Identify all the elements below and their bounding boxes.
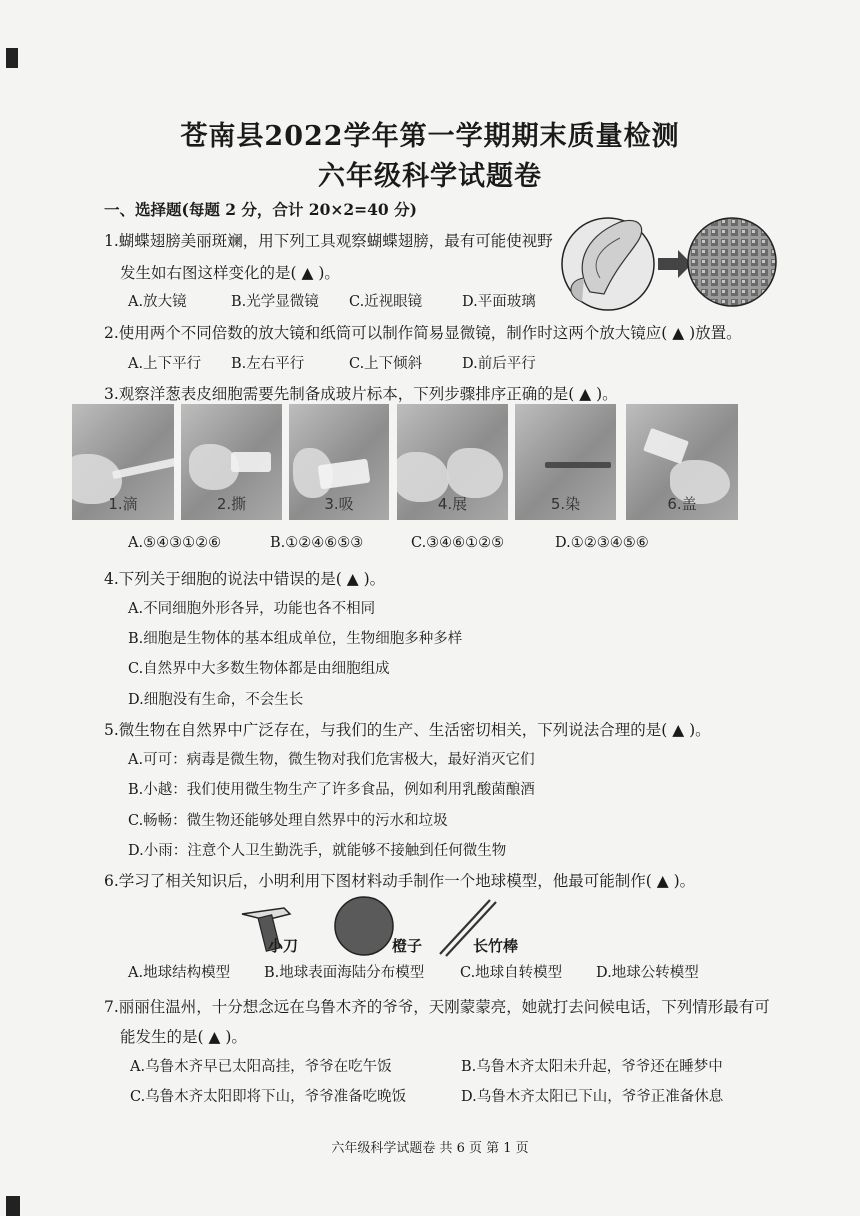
q5-option-c[interactable]: C.畅畅：微生物还能够处理自然界中的污水和垃圾 — [128, 813, 448, 829]
scan-mark-top — [6, 48, 18, 68]
q3-photo-label: 6.盖 — [667, 495, 697, 513]
q5-stem: 5.微生物在自然界中广泛存在，与我们的生产、生活密切相关，下列说法合理的是( ▲ )。 — [104, 721, 711, 739]
page-footer: 六年级科学试题卷 共 6 页 第 1 页 — [331, 1141, 529, 1156]
q1-option-b[interactable]: B.光学显微镜 — [231, 294, 319, 310]
q3-option-c[interactable]: C.③④⑥①②⑤ — [411, 535, 505, 551]
q3-photo-label: 3.吸 — [324, 495, 354, 513]
butterfly-image — [562, 218, 654, 310]
q4-option-a[interactable]: A.不同细胞外形各异，功能也各不相同 — [128, 601, 376, 617]
q2-stem: 2.使用两个不同倍数的放大镜和纸筒可以制作简易显微镜，制作时这两个放大镜应( ▲ )放置。 — [104, 324, 742, 342]
q1-figure — [560, 208, 778, 312]
q7-stem-line2: 能发生的是( ▲ )。 — [120, 1028, 247, 1046]
q7-option-b[interactable]: B.乌鲁木齐太阳未升起，爷爷还在睡梦中 — [461, 1059, 723, 1075]
q7-option-c[interactable]: C.乌鲁木齐太阳即将下山，爷爷准备吃晚饭 — [130, 1089, 407, 1105]
q4-option-b[interactable]: B.细胞是生物体的基本组成单位，生物细胞多种多样 — [128, 631, 463, 647]
q6-option-c[interactable]: C.地球自转模型 — [460, 965, 563, 981]
page-title: 苍南县2022学年第一学期期末质量检测 — [180, 121, 680, 152]
q3-photo-3 — [289, 404, 389, 520]
q6-option-a[interactable]: A.地球结构模型 — [128, 965, 231, 981]
q7-option-d[interactable]: D.乌鲁木齐太阳已下山，爷爷正准备休息 — [461, 1089, 724, 1105]
q3-photo-6 — [626, 404, 738, 520]
q1-option-a[interactable]: A.放大镜 — [128, 294, 187, 310]
q4-option-d[interactable]: D.细胞没有生命，不会生长 — [128, 692, 304, 708]
page-subtitle: 六年级科学试题卷 — [318, 161, 542, 192]
q3-option-d[interactable]: D.①②③④⑤⑥ — [555, 535, 649, 551]
section-heading: 一、选择题(每题 2 分，合计 20×2=40 分) — [104, 200, 417, 219]
q3-options — [128, 535, 728, 555]
q3-photo-label: 1.滴 — [108, 495, 138, 513]
q6-material-orange: 橙子 — [392, 937, 423, 955]
q7-option-a[interactable]: A.乌鲁木齐早已太阳高挂，爷爷在吃午饭 — [130, 1059, 392, 1075]
q3-photo-label: 2.撕 — [216, 495, 247, 513]
q1-option-c[interactable]: C.近视眼镜 — [349, 294, 423, 310]
q2-option-b[interactable]: B.左右平行 — [231, 356, 305, 372]
q1-options — [128, 290, 568, 310]
q1-stem-line2: 发生如右图这样变化的是( ▲ )。 — [120, 264, 340, 282]
q3-photo-2 — [181, 404, 282, 520]
q5-option-a[interactable]: A.可可：病毒是微生物，微生物对我们危害极大，最好消灭它们 — [128, 752, 535, 768]
q2-option-d[interactable]: D.前后平行 — [462, 356, 536, 372]
q6-material-knife: 小刀 — [268, 937, 299, 955]
q3-photo-4 — [397, 404, 508, 520]
q3-option-a[interactable]: A.⑤④③①②⑥ — [128, 535, 222, 551]
scan-mark-bottom — [6, 1196, 20, 1216]
q3-stem: 3.观察洋葱表皮细胞需要先制备成玻片标本，下列步骤排序正确的是( ▲ )。 — [104, 385, 618, 403]
q3-photo-label: 5.染 — [550, 495, 581, 513]
q7-stem-line1: 7.丽丽住温州，十分想念远在乌鲁木齐的爷爷，天刚蒙蒙亮，她就打去问候电话，下列情形最有可 — [104, 998, 770, 1016]
q6-option-b[interactable]: B.地球表面海陆分布模型 — [264, 965, 425, 981]
q1-option-d[interactable]: D.平面玻璃 — [462, 294, 536, 310]
q2-option-c[interactable]: C.上下倾斜 — [349, 356, 423, 372]
q3-option-b[interactable]: B.①②④⑥⑤③ — [270, 535, 364, 551]
q3-photo-label: 4.展 — [437, 495, 468, 513]
orange-image — [335, 897, 393, 955]
q3-photo-5 — [515, 404, 616, 520]
wing-magnified-image — [688, 218, 776, 306]
arrow-right-icon — [658, 250, 692, 278]
q1-stem-line1: 1.蝴蝶翅膀美丽斑斓，用下列工具观察蝴蝶翅膀，最有可能使视野 — [104, 232, 553, 250]
q4-option-c[interactable]: C.自然界中大多数生物体都是由细胞组成 — [128, 661, 390, 677]
q6-options — [128, 961, 728, 981]
q2-option-a[interactable]: A.上下平行 — [128, 356, 202, 372]
q6-stem: 6.学习了相关知识后，小明利用下图材料动手制作一个地球模型，他最可能制作( ▲ )。 — [104, 872, 696, 890]
q6-material-stick: 长竹棒 — [473, 937, 519, 955]
q2-options — [128, 352, 568, 372]
q3-photo-1 — [72, 404, 174, 520]
q6-option-d[interactable]: D.地球公转模型 — [596, 965, 699, 981]
q5-option-b[interactable]: B.小越：我们使用微生物生产了许多食品，例如利用乳酸菌酿酒 — [128, 782, 535, 798]
q4-stem: 4.下列关于细胞的说法中错误的是( ▲ )。 — [104, 570, 386, 588]
q5-option-d[interactable]: D.小雨：注意个人卫生勤洗手，就能够不接触到任何微生物 — [128, 843, 507, 859]
